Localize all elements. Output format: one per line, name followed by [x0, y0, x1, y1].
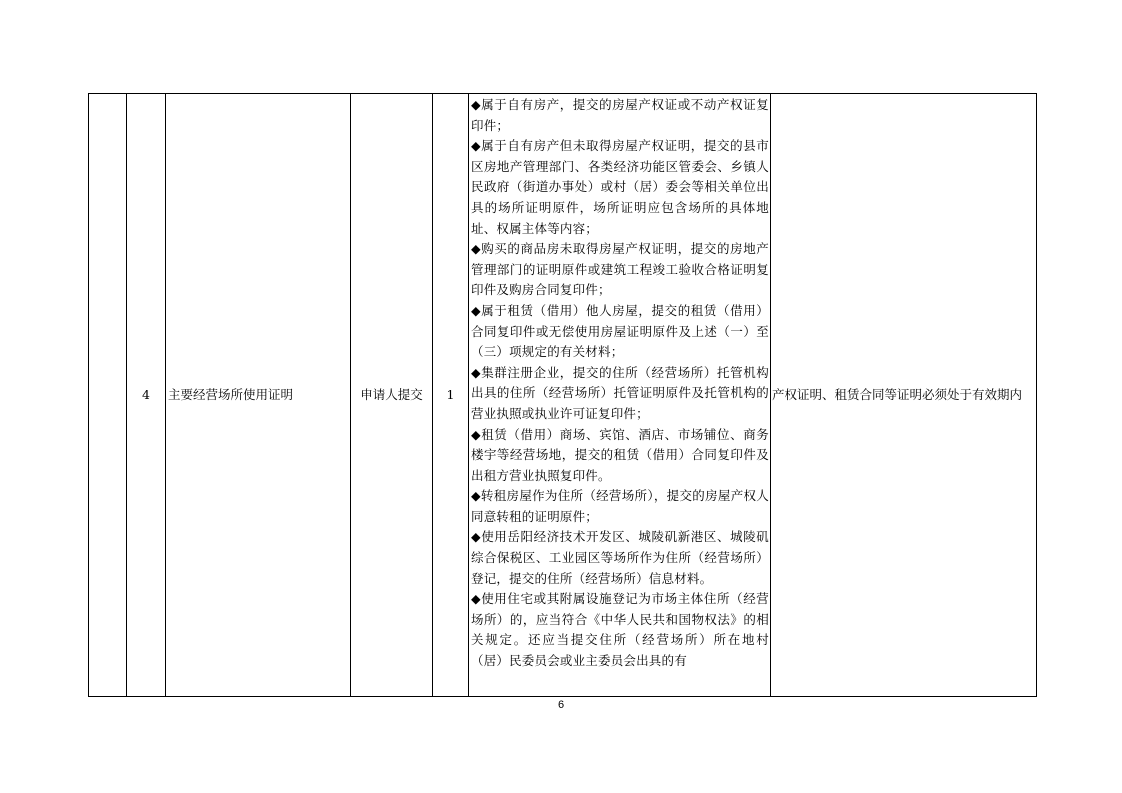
- requirements-cell: [469, 94, 771, 697]
- blank-cell: [89, 94, 127, 697]
- requirement-item: ◆转租房屋作为住所（经营场所），提交的房屋产权人同意转租的证明原件；: [471, 488, 769, 524]
- requirement-item: ◆属于租赁（借用）他人房屋，提交的租赁（借用）合同复印件或无偿使用房屋证明原件及上述（一）至（三）项规定的有关材料；: [471, 302, 769, 360]
- material-name: 主要经营场所使用证明: [166, 94, 351, 697]
- materials-table: [88, 93, 1037, 697]
- requirement-item: ◆属于自有房产，提交的房屋产权证或不动产权证复印件；: [471, 97, 769, 133]
- row-number: 4: [127, 94, 166, 697]
- requirement-item: ◆使用岳阳经济技术开发区、城陵矶新港区、城陵矶综合保税区、工业园区等场所作为住所（经营场所）登记，提交的住所（经营场所）信息材料。: [471, 529, 769, 586]
- requirement-item: ◆集群注册企业，提交的住所（经营场所）托管机构出具的住所（经营场所）托管证明原件及托管机构的营业执照或执业许可证复印件；: [471, 364, 769, 421]
- requirement-item: ◆属于自有房产但未取得房屋产权证明，提交的县市区房地产管理部门、各类经济功能区管委会、乡镇人民政府（街道办事处）或村（居）委会等相关单位出具的场所证明原件，场所证明应包含场所的具体地址、权属主体等内容；: [471, 138, 769, 236]
- requirement-item: ◆购买的商品房未取得房屋产权证明，提交的房地产管理部门的证明原件或建筑工程竣工验收合格证明复印件及购房合同复印件；: [471, 241, 769, 298]
- table-row: [89, 94, 1037, 697]
- page-number: 6: [557, 699, 565, 711]
- requirement-item: ◆租赁（借用）商场、宾馆、酒店、市场铺位、商务楼宇等经营场地，提交的租赁（借用）合同复印件及出租方营业执照复印件。: [471, 426, 769, 483]
- material-source: 申请人提交: [351, 94, 433, 697]
- requirement-item: ◆使用住宅或其附属设施登记为市场主体住所（经营场所）的，应当符合《中华人民共和国物权法》的相关规定。还应当提交住所（经营场所）所在地村（居）民委员会或业主委员会出具的有: [471, 591, 769, 669]
- note-cell: 产权证明、租赁合同等证明必须处于有效期内: [771, 94, 1037, 697]
- material-quantity: 1: [433, 94, 469, 697]
